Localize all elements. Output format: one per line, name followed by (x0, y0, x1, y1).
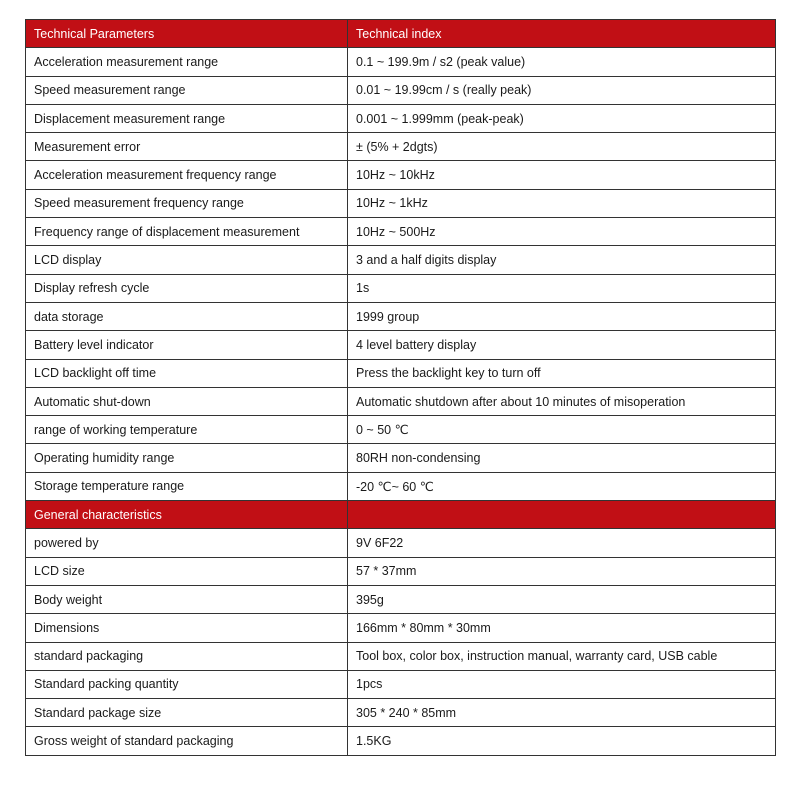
value-cell: Tool box, color box, instruction manual, warranty card, USB cable (348, 642, 776, 670)
value-cell: Press the backlight key to turn off (348, 359, 776, 387)
parameter-cell: Displacement measurement range (26, 104, 348, 132)
section-title: General characteristics (26, 501, 348, 529)
parameter-cell: data storage (26, 302, 348, 330)
table-row (26, 642, 776, 670)
value-cell: 395g (348, 585, 776, 613)
value-cell: 4 level battery display (348, 331, 776, 359)
table-row (26, 274, 776, 302)
value-cell: 0.001 ~ 1.999mm (peak-peak) (348, 104, 776, 132)
parameter-cell: range of working temperature (26, 416, 348, 444)
parameter-cell: standard packaging (26, 642, 348, 670)
value-cell: 10Hz ~ 10kHz (348, 161, 776, 189)
parameter-cell: Standard packing quantity (26, 670, 348, 698)
section-header-general-characteristics (26, 501, 776, 529)
spec-table (25, 19, 776, 756)
table-row (26, 472, 776, 500)
parameter-cell: Frequency range of displacement measurement (26, 218, 348, 246)
table-row (26, 331, 776, 359)
table-row (26, 302, 776, 330)
value-cell: 166mm * 80mm * 30mm (348, 614, 776, 642)
parameter-cell: Operating humidity range (26, 444, 348, 472)
table-row (26, 416, 776, 444)
value-cell: 80RH non-condensing (348, 444, 776, 472)
table-row (26, 246, 776, 274)
parameter-cell: Storage temperature range (26, 472, 348, 500)
value-cell: -20 ℃~ 60 ℃ (348, 472, 776, 500)
table-row (26, 387, 776, 415)
value-cell: 1.5KG (348, 727, 776, 755)
parameter-cell: Gross weight of standard packaging (26, 727, 348, 755)
value-cell: 9V 6F22 (348, 529, 776, 557)
value-cell: 1999 group (348, 302, 776, 330)
parameter-cell: Measurement error (26, 133, 348, 161)
value-cell: 3 and a half digits display (348, 246, 776, 274)
value-cell: 1pcs (348, 670, 776, 698)
table-row (26, 444, 776, 472)
table-row (26, 104, 776, 132)
value-cell: 57 * 37mm (348, 557, 776, 585)
table-row (26, 585, 776, 613)
table-row (26, 727, 776, 755)
parameter-cell: Acceleration measurement frequency range (26, 161, 348, 189)
table-row (26, 359, 776, 387)
value-cell: 10Hz ~ 1kHz (348, 189, 776, 217)
value-cell: Automatic shutdown after about 10 minutes of misoperation (348, 387, 776, 415)
parameter-cell: Acceleration measurement range (26, 48, 348, 76)
value-cell: 0 ~ 50 ℃ (348, 416, 776, 444)
parameter-cell: Speed measurement range (26, 76, 348, 104)
table-row (26, 218, 776, 246)
parameter-cell: Standard package size (26, 699, 348, 727)
parameter-cell: Speed measurement frequency range (26, 189, 348, 217)
table-row (26, 48, 776, 76)
table-header-row (26, 20, 776, 48)
parameter-cell: Dimensions (26, 614, 348, 642)
value-cell: 0.01 ~ 19.99cm / s (really peak) (348, 76, 776, 104)
table-row (26, 670, 776, 698)
header-technical-parameters: Technical Parameters (26, 20, 348, 48)
table-row (26, 76, 776, 104)
table-row (26, 699, 776, 727)
spec-table-body (26, 20, 776, 756)
table-row (26, 161, 776, 189)
parameter-cell: Body weight (26, 585, 348, 613)
value-cell: 305 * 240 * 85mm (348, 699, 776, 727)
value-cell: 0.1 ~ 199.9m / s2 (peak value) (348, 48, 776, 76)
parameter-cell: LCD size (26, 557, 348, 585)
parameter-cell: Automatic shut-down (26, 387, 348, 415)
header-technical-index: Technical index (348, 20, 776, 48)
parameter-cell: LCD backlight off time (26, 359, 348, 387)
table-row (26, 529, 776, 557)
parameter-cell: powered by (26, 529, 348, 557)
table-row (26, 133, 776, 161)
parameter-cell: Battery level indicator (26, 331, 348, 359)
value-cell: 1s (348, 274, 776, 302)
parameter-cell: Display refresh cycle (26, 274, 348, 302)
table-row (26, 557, 776, 585)
value-cell: ± (5% + 2dgts) (348, 133, 776, 161)
table-row (26, 614, 776, 642)
value-cell: 10Hz ~ 500Hz (348, 218, 776, 246)
parameter-cell: LCD display (26, 246, 348, 274)
section-title-empty-cell (348, 501, 776, 529)
table-row (26, 189, 776, 217)
